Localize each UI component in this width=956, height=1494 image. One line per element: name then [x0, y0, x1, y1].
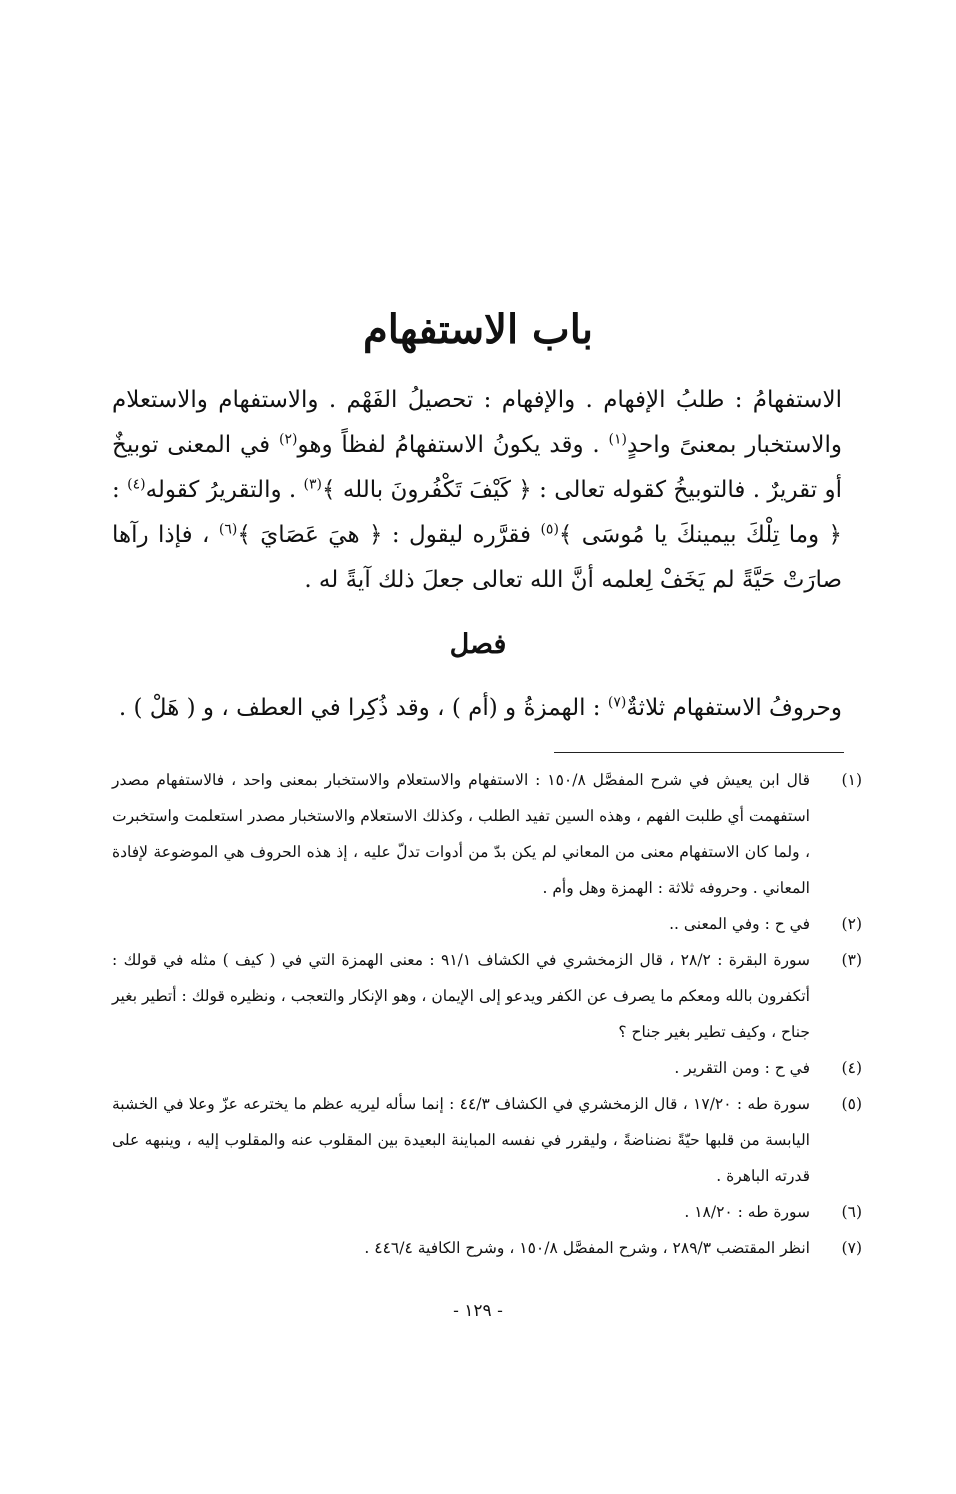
main-paragraph-text [112, 378, 842, 603]
footnote-marker-2: (٢) [278, 431, 298, 448]
main-text-segment: : ﴿ وما تِلْكَ بيمينكَ يا مُوسَى ﴾ [112, 477, 843, 548]
main-text-segment: الاستفهامُ : طلبُ الإفهام . والإفهام : تحصيلُ الفَهْم . والاستفهام والاستعلام والاستخبار بمعنىً واحدٍ [112, 387, 842, 458]
main-text-segment: . وقد يكونُ الاستفهامُ لفظاً وهو [297, 432, 609, 458]
footnote-marker-3: (٣) [303, 476, 323, 493]
footnote-text: سورة البقرة : ٢٨/٢ ، قال الزمخشري في الكشاف ٩١/١ : معنى الهمزة التي في ( كيف ) مثله في قولك : أتكفرون بالله ومعكم ما يصرف عن الكفر ويدعو إلى الإيمان ، وهو الإنكار والتعجب ، ونظيره قولك : أتطير بغير جناح ، وكيف تطير بغير جناح ؟ [112, 951, 810, 1041]
question-letters-line [112, 686, 842, 731]
main-text-segment: ، فإذا رآها صارَتْ حَيَّةً لم يَخَفْ لِعلمه أنَّ الله تعالى جعلَ ذلك آيةً له . [112, 522, 842, 593]
footnote-item [112, 1050, 862, 1086]
footnote-number: (١) [841, 771, 862, 789]
main-text-segment: . والتقريرُ كقوله [145, 477, 304, 503]
footnote-number: (٧) [841, 1239, 862, 1257]
footnote-item [112, 762, 862, 906]
footnote-text: قال ابن يعيش في شرح المفصَّل ١٥٠/٨ : الاستفهام والاستعلام والاستخبار بمعنى واحد ، فالاستفهام مصدر استفهمت أي طلبت الفهم ، وهذه السين تفيد الطلب ، وكذلك الاستعلام والاستخبار مصدر استعلمت واستخبرت ، ولما كان الاستفهام معنى من المعاني لم يكن بدّ من أدوات تدلّ عليه ، إذ هذه الحروف هي الموضوعة لإفادة المعاني . وحروفه ثلاثة : الهمزة وهل وأم . [111, 771, 810, 897]
footnote-number: (٦) [841, 1203, 862, 1221]
footnote-marker-1: (١) [608, 431, 627, 448]
footnote-item [112, 1194, 862, 1230]
letters-text-segment: : الهمزةُ و (أم ) ، وقد ذُكِرا في العطف ، و ( هَلْ ) . [118, 695, 608, 721]
footnote-item [112, 942, 862, 1050]
footnote-number: (٥) [841, 1095, 862, 1113]
footnote-marker-7: (٧) [607, 694, 627, 711]
footnote-marker-6: (٦) [218, 521, 238, 538]
main-text-segment: فقرَّره ليقول : ﴿ هيَ عَصَايَ ﴾ [237, 522, 541, 548]
footnote-text: في ح : وفي المعنى .. [669, 915, 810, 933]
section-title: فصل [449, 629, 507, 660]
footnote-item [112, 1230, 862, 1266]
footnote-item [112, 906, 862, 942]
footnote-text: سورة طه : ١٧/٢٠ ، قال الزمخشري في الكشاف ٤٤/٣ : إنما سأله ليريه عظم ما يخترعه عزّ وعلا في الخشبة اليابسة من قلبها حيّةً نضناضةً ، وليقرر في نفسه المباينة البعيدة بين المقلوب عنه والمقلوب إليه ، وينبهه على قدرته الباهرة . [112, 1095, 810, 1185]
chapter-title: باب الاستفهام [362, 306, 594, 353]
footnote-number: (٤) [841, 1059, 862, 1077]
letters-text-segment: وحروفُ الاستفهام ثلاثةٌ [626, 695, 842, 721]
footnote-text: في ح : ومن التقرير . [674, 1059, 810, 1077]
main-text-segment: في المعنى توبيخٌ أو تقريرٌ . فالتوبيخُ كقوله تعالى : ﴿ كَيْفَ تَكْفُرونَ بالله ﴾ [112, 432, 843, 503]
footnote-number: (٢) [841, 915, 862, 933]
footnote-divider [554, 752, 844, 753]
footnote-marker-4: (٤) [127, 476, 146, 493]
footnote-number: (٣) [841, 951, 862, 969]
footnote-text: سورة طه : ١٨/٢٠ . [684, 1203, 810, 1221]
footnote-item [112, 1086, 862, 1194]
footnote-text: انظر المقتضب ٢٨٩/٣ ، وشرح المفصَّل ١٥٠/٨ ، وشرح الكافية ٤٤٦/٤ . [364, 1239, 810, 1257]
footnote-marker-5: (٥) [540, 521, 559, 538]
footnotes-section [112, 762, 862, 1266]
page-number: - ١٢٩ - [453, 1301, 503, 1321]
main-paragraph [112, 378, 842, 603]
